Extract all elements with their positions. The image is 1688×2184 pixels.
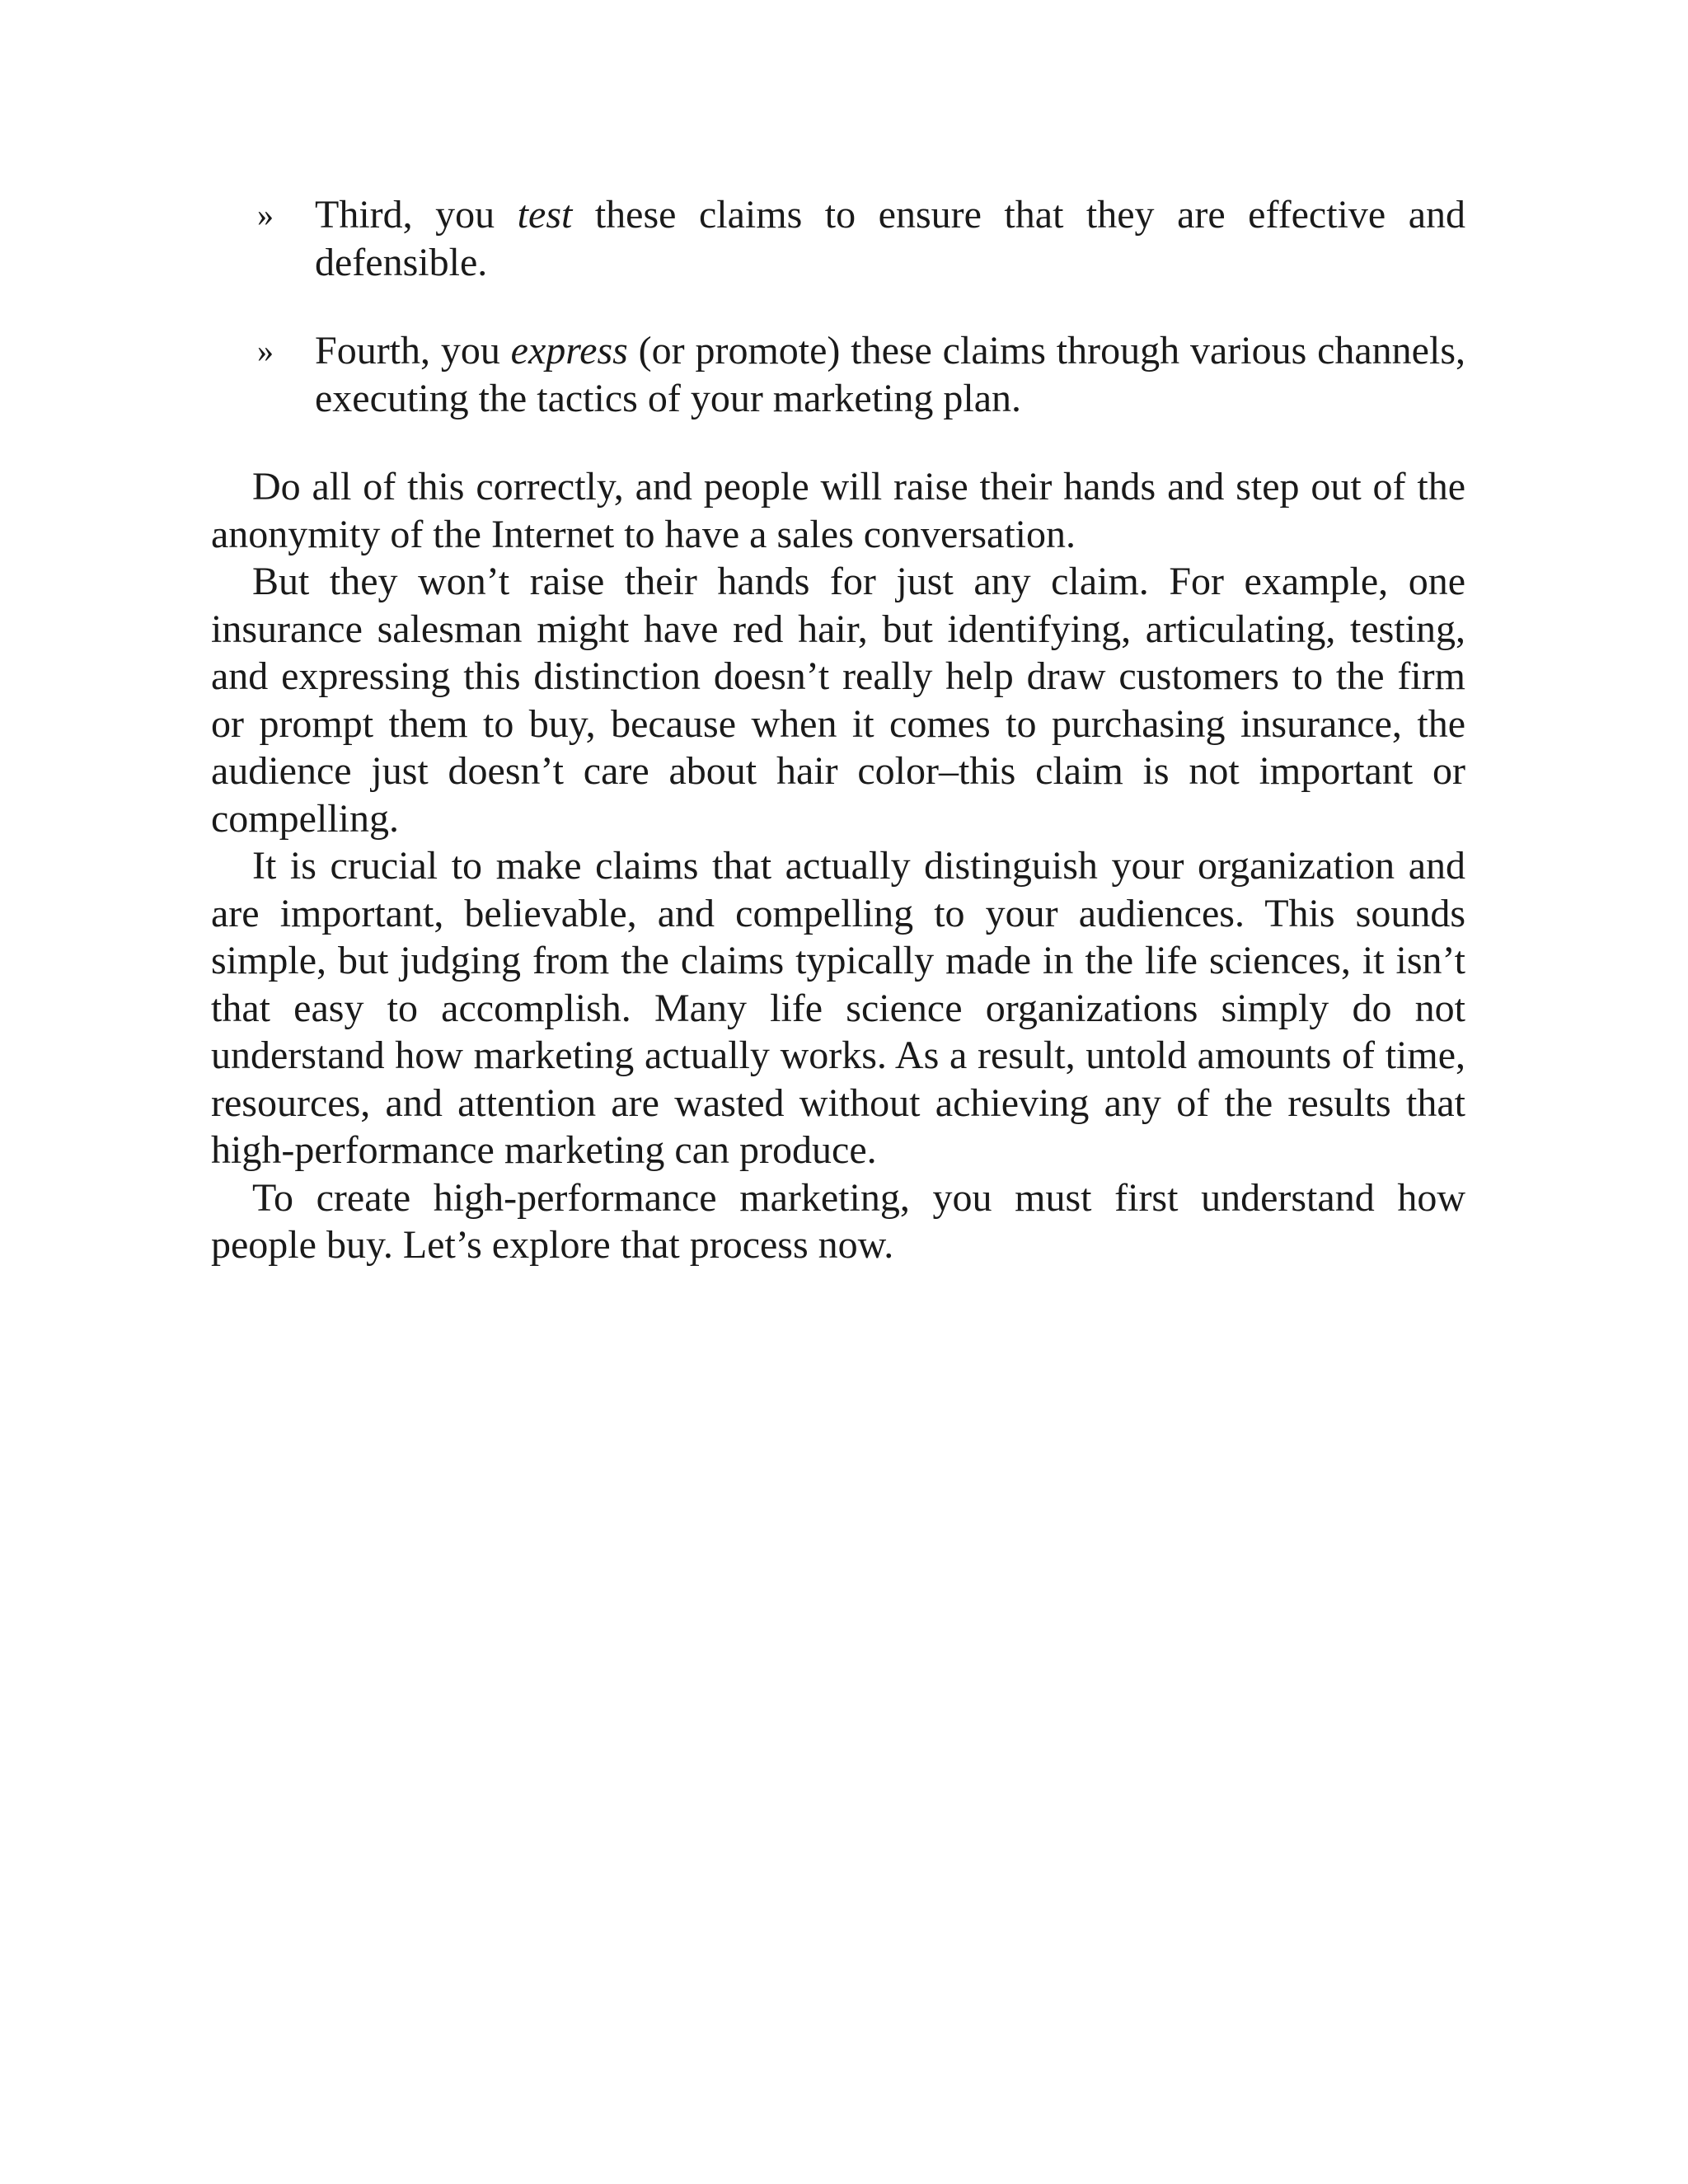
- bullet-text: [315, 193, 1465, 284]
- bullet-text-before: Third, you: [315, 193, 518, 237]
- bullet-text-after: these claims to ensure that they are effective and defensible.: [315, 193, 1465, 284]
- body-paragraph: To create high-performance marketing, you must first understand how people buy. Let’s explore that process now.: [211, 1175, 1465, 1267]
- list-item: [211, 327, 1465, 422]
- bullet-text: [315, 329, 1465, 420]
- bullet-list: [211, 191, 1465, 422]
- bullet-marker: »: [257, 196, 274, 233]
- bullet-text-after: (or promote) these claims through various channels, executing the tactics of your marketing plan.: [315, 329, 1466, 420]
- body-paragraph: But they won’t raise their hands for just any claim. For example, one insurance salesman might have red hair, but identifying, articulating, testing, and expressing this distinction doesn’t really help draw customers to the firm or prompt them to buy, because when it comes to purchasing insurance, the audience just doesn’t care about hair color–this claim is not important or compelling.: [211, 560, 1465, 841]
- bullet-text-before: Fourth, you: [315, 329, 511, 373]
- list-item: [211, 191, 1465, 286]
- body-paragraph: It is crucial to make claims that actually distinguish your organization and are important, believable, and compelling to your audiences. This sounds simple, but judging from the claims typically made in the life sciences, it isn’t that easy to accomplish. Many life science organizations simply do not understand how marketing actually works. As a result, untold amounts of time, resources, and attention are wasted without achieving any of the results that high-performance marketing can produce.: [211, 844, 1465, 1172]
- body-paragraph: Do all of this correctly, and people will raise their hands and step out of the anonymity of the Internet to have a sales conversation.: [211, 465, 1465, 556]
- document-page: [211, 191, 1465, 1269]
- bullet-marker: »: [257, 332, 274, 369]
- bullet-emphasis: express: [510, 329, 628, 373]
- bullet-emphasis: test: [517, 193, 573, 237]
